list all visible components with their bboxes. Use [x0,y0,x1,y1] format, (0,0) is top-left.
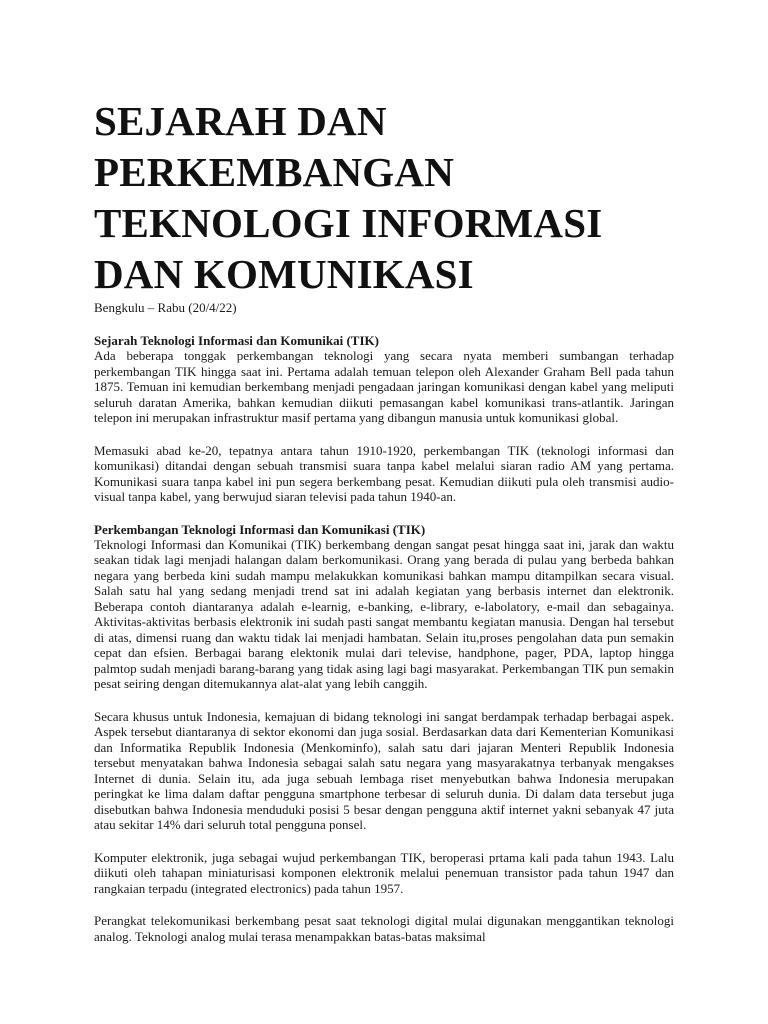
paragraph: Komputer elektronik, juga sebagai wujud perkembangan TIK, beroperasi prtama kali pada tahun 1943. Lalu diikuti oleh tahapan miniaturisasi komponen elektronik melalui penemuan transistor pada tahun 1947 dan rangkaian terpadu (integrated electronics) pada tahun 1957. [94,849,674,896]
paragraph: Teknologi Informasi dan Komunikai (TIK) berkembang dengan sangat pesat hingga saat ini, jarak dan waktu seakan tidak lagi menjadi halangan dalam berkomunikasi. Orang yang berada di pulau yang berbeda bahkan negara yang berbeda kini sudah mampu melakukkan komunikasi bahkan mampu ditampilkan secara visual. Salah satu hal yang sedang menjadi trend sat ini adalah kegiatan yang berbasis internet dan elektronik. Beberapa contoh diantaranya adalah e-learnig, e-banking, e-library, e-labolatory, e-mail dan sebagainya. Aktivitas-aktivitas berbasis elektronik ini sudah pasti sangat membantu kegiatan manusia. Dengan hal tersebut di atas, dimensi ruang dan waktu tidak lai menjadi hambatan. Selain itu,proses pengolahan data pun semakin cepat dan efsien. Berbagai barang elektonik mulai dari televise, handphone, pager, PDA, laptop hingga palmtop sudah menjadi barang-barang yang tidak asing lagi bagi masyarakat. Perkembangan TIK pun semakin pesat seiring dengan ditemukannya alat-alat yang lebih canggih. [94,536,674,691]
paragraph: Ada beberapa tonggak perkembangan teknologi yang secara nyata memberi sumbangan terhadap perkembangan TIK hingga saat ini. Pertama adalah temuan telepon oleh Alexander Graham Bell pada tahun 1875. Temuan ini kemudian berkembang menjadi pengadaan jaringan komunikasi dengan kabel yang meliputi seluruh daratan Amerika, bahkan kemudian diikuti pemasangan kabel komunikasi trans-atlantik. Jaringan telepon ini merupakan infrastruktur masif pertama yang dibangun manusia untuk komunikasi global. [94,348,674,425]
paragraph: Secara khusus untuk Indonesia, kemajuan di bidang teknologi ini sangat berdampak terhadap berbagai aspek. Aspek tersebut diantaranya di sektor ekonomi dan juga sosial. Berdasarkan data dari Kementerian Komunikasi dan Informatika Republik Indonesia (Menkominfo), salah satu dari jajaran Menteri Republik Indonesia tersebut menyatakan bahwa Indonesia sebagai salah satu negara yang masyarakatnya terbanyak mengakses Internet di dunia. Selain itu, ada juga sebuah lembaga riset menyebutkan bahwa Indonesia merupakan peringkat ke lima dalam daftar pengguna smartphone terbesar di seluruh dunia. Di dalam data tersebut juga disebutkan bahwa Indonesia menduduki posisi 5 besar dengan pengguna aktif internet yakni sebanyak 47 juta atau sekitar 14% dari seluruh total pengguna ponsel. [94,708,674,832]
section-heading: Perkembangan Teknologi Informasi dan Komunikasi (TIK) [94,521,426,537]
paragraph: Memasuki abad ke-20, tepatnya antara tahun 1910-1920, perkembangan TIK (teknologi informasi dan komunikasi) ditandai dengan sebuah transmisi suara tanpa kabel melalui siaran radio AM yang pertama. Komunikasi suara tanpa kabel ini pun segera berkembang pesat. Kemudian diikuti pula oleh transmisi audio-visual tanpa kabel, yang berwujud siaran televisi pada tahun 1940-an. [94,442,674,504]
document-page [94,96,674,944]
section-history [94,333,674,505]
paragraph: Perangkat telekomunikasi berkembang pesat saat teknologi digital mulai digunakan menggantikan teknologi analog. Teknologi analog mulai terasa menampakkan batas-batas maksimal [94,913,674,944]
section-heading: Sejarah Teknologi Informasi dan Komunikai (TIK) [94,333,379,348]
document-title: SEJARAH DAN PERKEMBANGAN TEKNOLOGI INFORMASI DAN KOMUNIKASI [94,98,603,297]
dateline: Bengkulu – Rabu (20/4/22) [94,300,237,315]
section-development [94,522,674,945]
